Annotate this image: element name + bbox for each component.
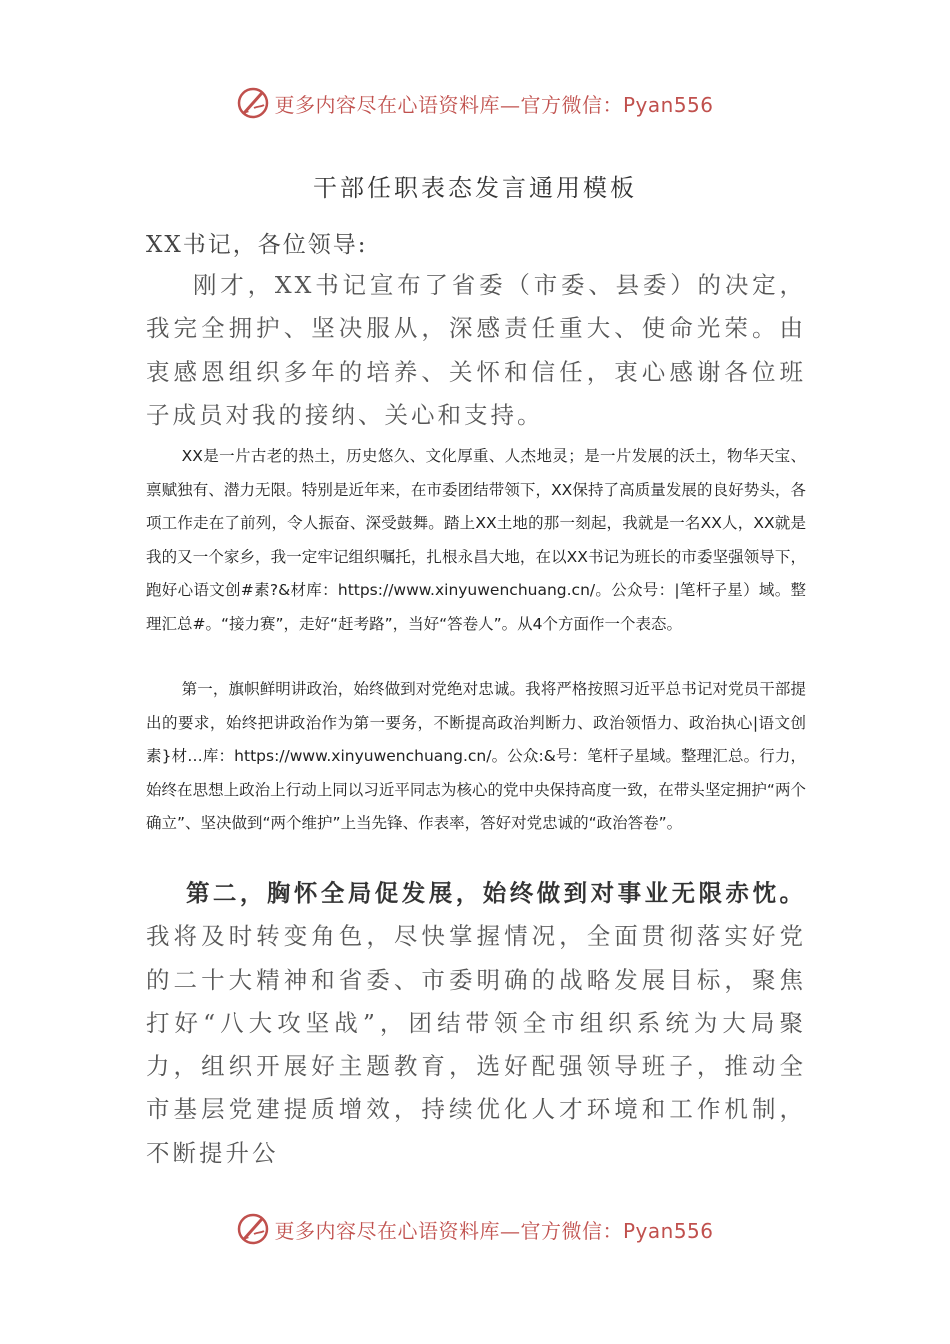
- paragraph-opening: 刚才，XX书记宣布了省委（市委、县委）的决定，我完全拥护、坚决服从，深感责任重大、使命光荣。由衷感恩组织多年的培养、关怀和信任，衷心感谢各位班子成员对我的接纳、关心和支持。: [146, 271, 806, 429]
- pen-logo-icon: [236, 86, 270, 120]
- footer-watermark: [0, 1212, 950, 1246]
- header-watermark: [0, 86, 950, 120]
- wechat-id: Pyan556: [622, 1218, 714, 1243]
- watermark-text: 更多内容尽在心语资料库—官方微信：Pyan556: [274, 92, 714, 117]
- salutation: XX书记，各位领导:: [146, 232, 368, 258]
- paragraph-point-one: 第一，旗帜鲜明讲政治，始终做到对党绝对忠诚。我将严格按照习近平总书记对党员干部提出的要求，始终把讲政治作为第一要务，不断提高政治判断力、政治领悟力、政治执心|语文创素}材…库：https://www.xinyuwenchuang.cn/。公众:&号：笔杆子星域。整理汇总。行力，始终在思想上政治上行动上同以习近平同志为核心的党中央保持高度一致，在带头坚定拥护“两个确立”、坚决做到“两个维护”上当先锋、作表率，答好对党忠诚的“政治答卷”。: [146, 680, 806, 833]
- point-two-body: 我将及时转变角色，尽快掌握情况，全面贯彻落实好党的二十大精神和省委、市委明确的战略发展目标，聚焦打好“八大攻坚战”，团结带领全市组织系统为大局聚力，组织开展好主题教育，选好配强领导班子，推动全市基层党建提质增效，持续优化人才环境和工作机制，不断提升公: [146, 922, 806, 1167]
- paragraph-intro: XX是一片古老的热土，历史悠久、文化厚重、人杰地灵；是一片发展的沃土，物华天宝、禀赋独有、潜力无限。特别是近年来，在市委团结带领下，XX保持了高质量发展的良好势头，各项工作走在了前列，令人振奋、深受鼓舞。踏上XX土地的那一刻起，我就是一名XX人，XX就是我的又一个家乡，我一定牢记组织嘱托，扎根永昌大地，在以XX书记为班长的市委坚强领导下，跑好心语文创#素?&材库：https://www.xinyuwenchuang.cn/。公众号：|笔杆子星）域。整理汇总#。“接力赛”，走好“赶考路”，当好“答卷人”。从4个方面作一个表态。: [146, 447, 806, 633]
- wechat-id: Pyan556: [622, 92, 714, 117]
- watermark-text: 更多内容尽在心语资料库—官方微信：Pyan556: [274, 1218, 714, 1243]
- point-two-heading: 第二，胸怀全局促发展，始终做到对事业无限赤忱。: [185, 879, 806, 907]
- pen-logo-icon: [236, 1212, 270, 1246]
- page-title: 干部任职表态发言通用模板: [313, 174, 637, 202]
- paragraph-point-two: [146, 872, 806, 1175]
